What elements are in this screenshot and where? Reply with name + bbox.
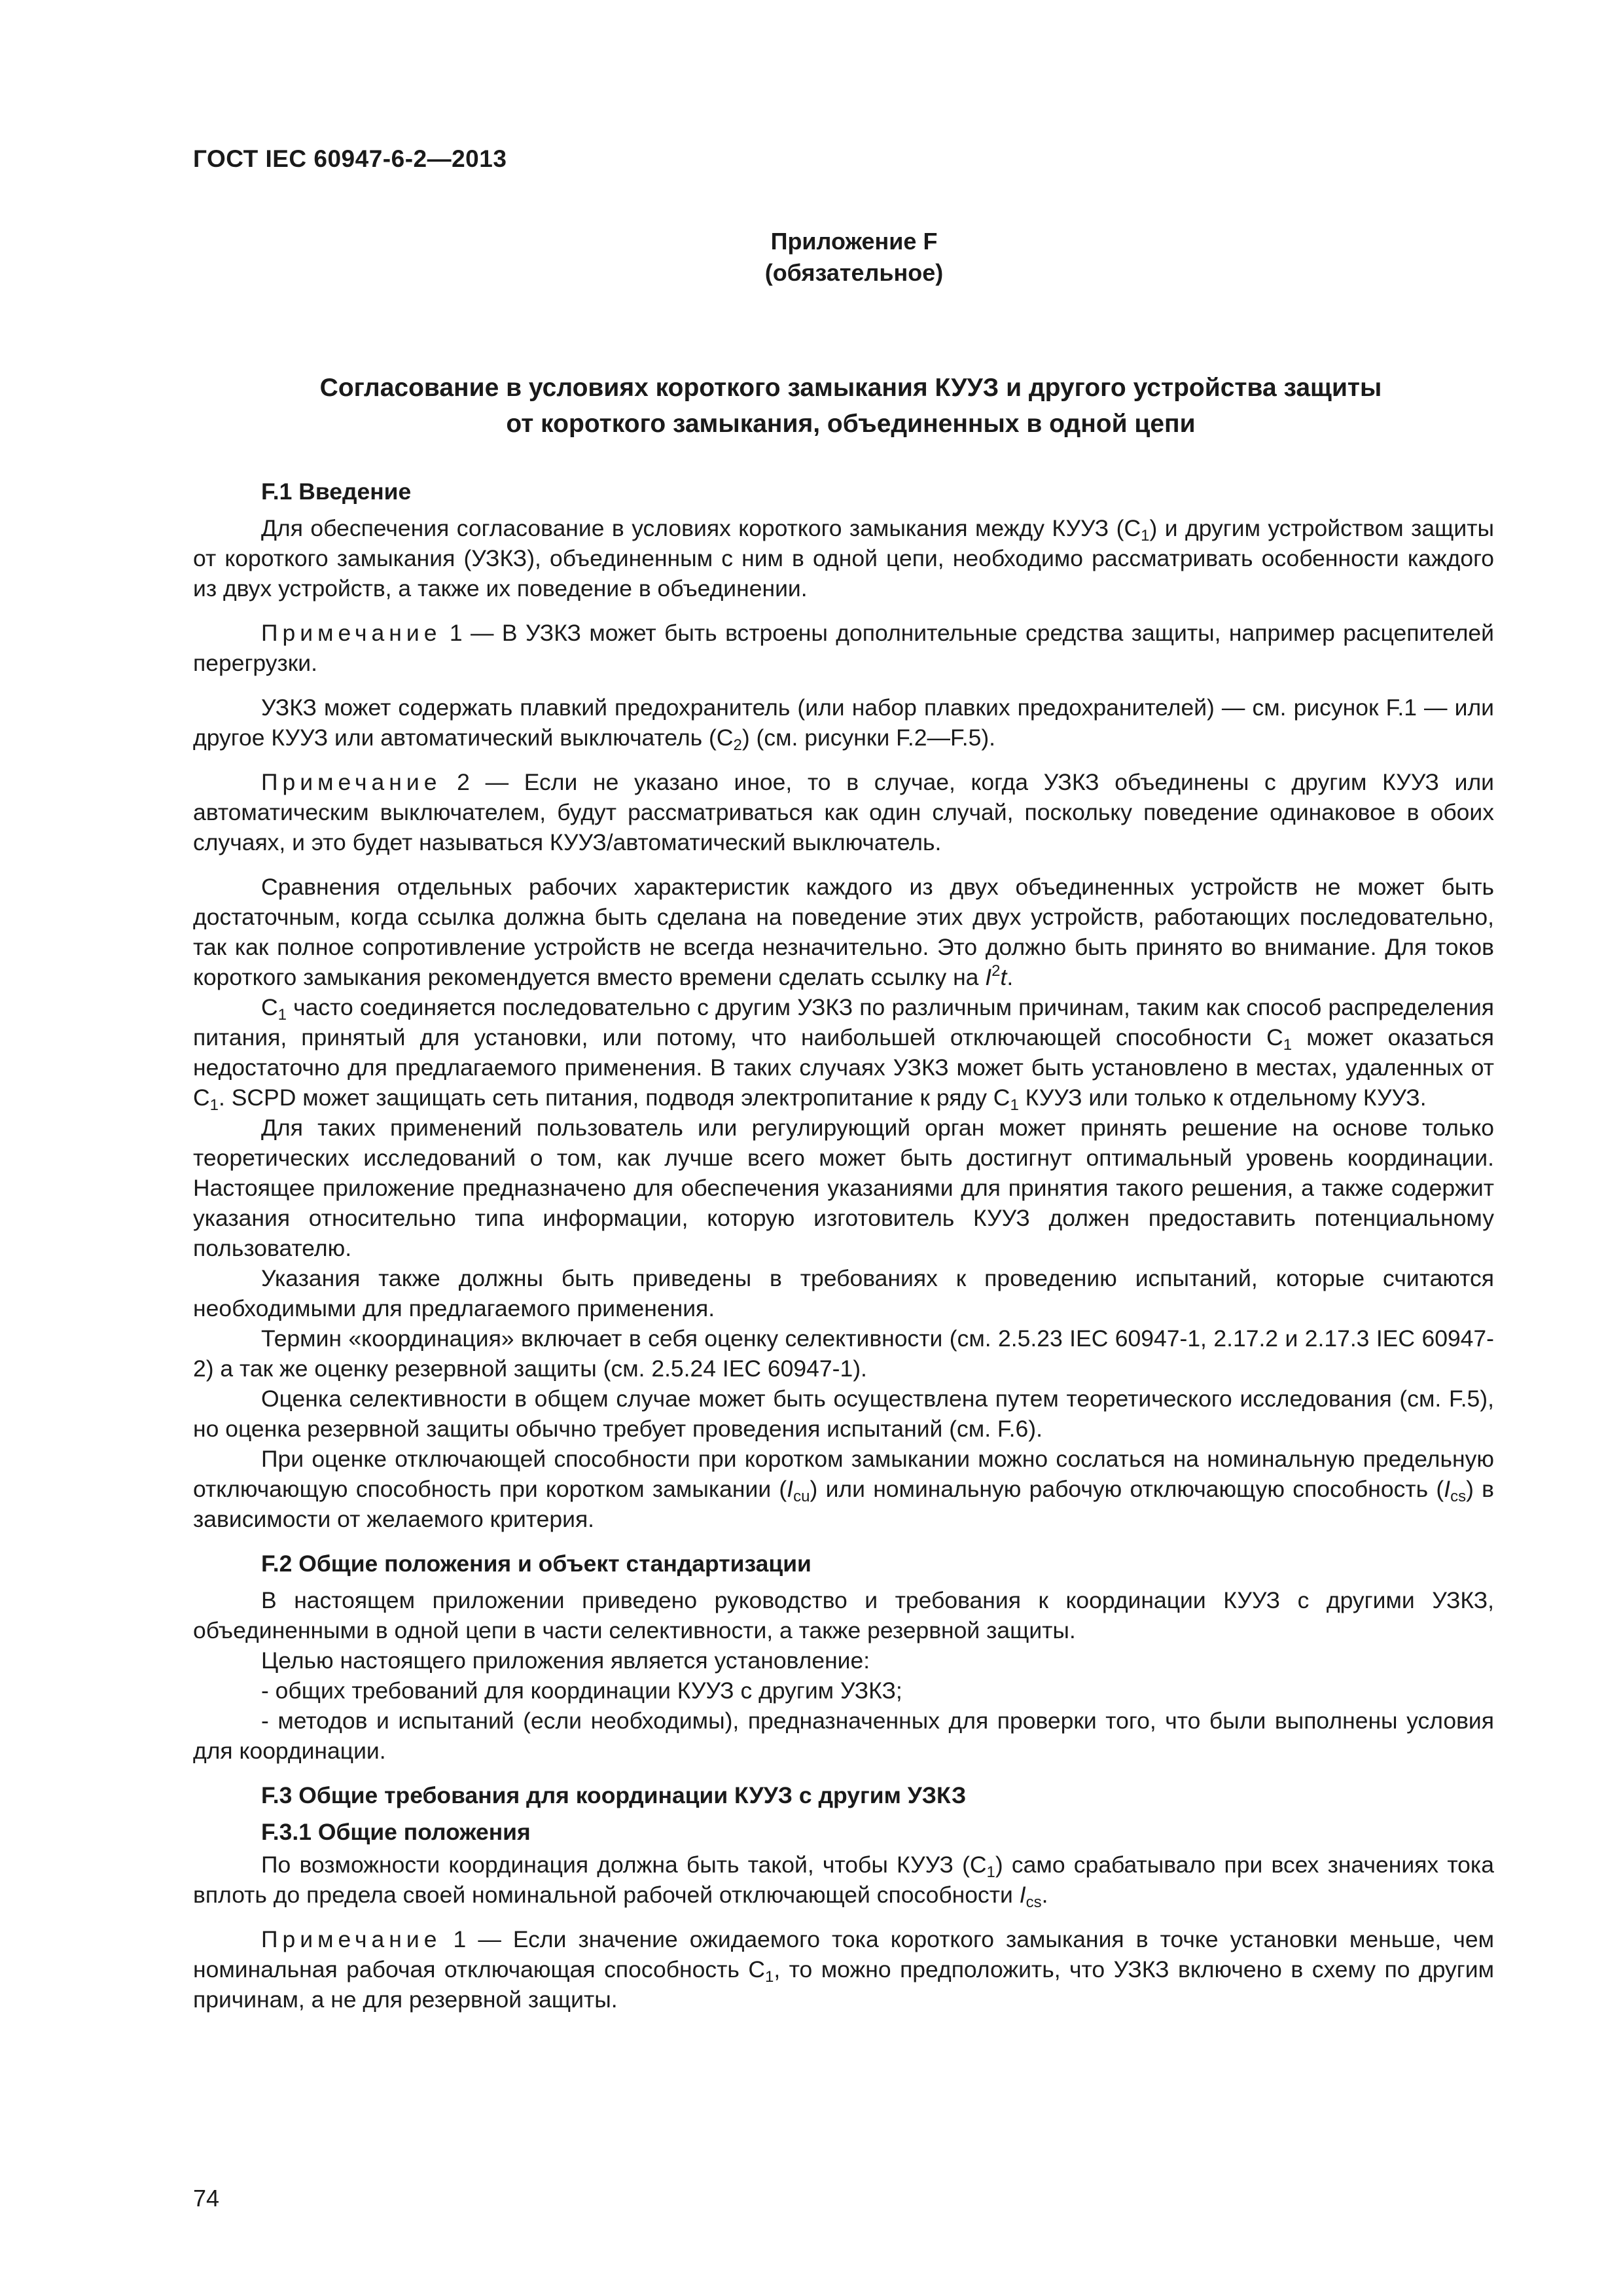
paragraph: По возможности координация должна быть такой, чтобы КУУЗ $(С_1)$ само срабатывало при всех значениях тока вплоть до предела своей номинальной рабочей отключающей способности $I_{cs}$. <box>193 1852 1494 1911</box>
title-line-1: Согласование в условиях короткого замыкания КУУЗ и другого устройства защиты <box>319 374 1382 402</box>
list-item: - методов и испытаний (если необходимы), предназначенных для проверки того, что были выполнены условия для координации. <box>193 1708 1494 1764</box>
section-f3-heading: F.3 Общие требования для координации КУУЗ с другим УЗКЗ <box>261 1782 967 1808</box>
paragraph: В настоящем приложении приведено руководство и требования к координации КУУЗ с другими УЗКЗ, объединенными в одной цепи в части селективности, а также резервной защиты. <box>193 1587 1494 1643</box>
paragraph: $С_1$ часто соединяется последовательно с другим УЗКЗ по различным причинам, таким как способ распределения питания, принятый для установки, или потому, что наибольшей отключающей способности $С_1$ может оказаться недостаточно для предлагаемого применения. В таких случаях УЗКЗ может быть установлено в местах, удаленных от $С_1$. SCPD может защищать сеть питания, подводя электропитание к ряду $С_1$ КУУЗ или только к отдельному КУУЗ. <box>193 994 1494 1114</box>
paragraph: Оценка селективности в общем случае может быть осуществлена путем теоретического исследования (см. F.5), но оценка резервной защиты обычно требует проведения испытаний (см. F.6). <box>193 1386 1494 1442</box>
annex-title: Приложение F <box>770 228 938 255</box>
paragraph: Сравнения отдельных рабочих характеристик каждого из двух объединенных устройств не может быть достаточным, когда ссылка должна быть сделана на поведение этих двух устройств, работающих последовательно, так как полное сопротивление устройств не всегда незначительно. Это должно быть принято во внимание. Для токов короткого замыкания рекомендуется вместо времени сделать ссылку на $I^2t$. <box>193 874 1494 990</box>
note-label: Примечание <box>261 769 442 795</box>
paragraph: Указания также должны быть приведены в требованиях к проведению испытаний, которые считаются необходимыми для предлагаемого применения. <box>193 1265 1494 1321</box>
subsection-f3-1-heading: F.3.1 Общие положения <box>261 1819 531 1845</box>
section-f2-heading: F.2 Общие положения и объект стандартизации <box>261 1551 812 1577</box>
note: Примечание 1 — В УЗКЗ может быть встроены дополнительные средства защиты, например расцепителей перегрузки. <box>193 620 1494 676</box>
paragraph: Термин «координация» включает в себя оценку селективности (см. 2.5.23 IEC 60947-1, 2.17.2 и 2.17.3 IEC 60947-2) а так же оценку резервной защиты (см. 2.5.24 IEC 60947-1). <box>193 1325 1494 1382</box>
note: Примечание 2 — Если не указано иное, то в случае, когда УЗКЗ объединены с другим КУУЗ или автоматическим выключателем, будут рассматриваться как один случай, поскольку поведение одинаковое в обоих случаях, и это будет называться КУУЗ/автоматический выключатель. <box>193 769 1494 855</box>
note-label: Примечание <box>261 1926 442 1952</box>
standard-designation: ГОСТ IEC 60947-6-2—2013 <box>193 145 507 172</box>
document-body <box>193 476 1494 2015</box>
annex-main-title <box>157 370 1544 442</box>
title-line-2: от короткого замыкания, объединенных в одной цепи <box>506 410 1196 438</box>
page-number: 74 <box>193 2185 220 2212</box>
annex-status: (обязательное) <box>764 259 944 286</box>
paragraph: Для обеспечения согласование в условиях короткого замыкания между КУУЗ $(С_1)$ и другим устройством защиты от короткого замыкания (УЗКЗ), объединенным с ним в одной цепи, необходимо рассматривать особенности каждого из двух устройств, а также их поведение в объединении. <box>193 515 1494 601</box>
section-f1-heading: F.1 Введение <box>261 478 412 505</box>
paragraph: Для таких применений пользователь или регулирующий орган может принять решение на основе только теоретических исследований о том, как лучше всего может быть достигнут оптимальный уровень координации. Настоящее приложение предназначено для обеспечения указаниями для принятия такого решения, а также содержит указания относительно типа информации, которую изготовитель КУУЗ должен предоставить потенциальному пользователю. <box>193 1115 1494 1261</box>
annex-heading <box>0 226 1623 289</box>
paragraph: При оценке отключающей способности при коротком замыкании можно сослаться на номинальную предельную отключающую способность при коротком замыкании $(I_{cu})$ или номинальную рабочую отключающую способность $(I_{cs})$ в зависимости от желаемого критерия. <box>193 1446 1495 1532</box>
note: Примечание 1 — Если значение ожидаемого тока короткого замыкания в точке установки меньше, чем номинальная рабочая отключающая способность $С_1$, то можно предположить, что УЗКЗ включено в схему по другим причинам, а не для резервной защиты. <box>193 1926 1494 2013</box>
note-label: Примечание <box>261 620 442 646</box>
paragraph: Целью настоящего приложения является установление: <box>261 1647 870 1674</box>
paragraph: УЗКЗ может содержать плавкий предохранитель (или набор плавких предохранителей) — см. рисунок F.1 — или другое КУУЗ или автоматический выключатель $(С_2)$ (см. рисунки F.2—F.5). <box>193 694 1494 754</box>
list-item: - общих требований для координации КУУЗ с другим УЗКЗ; <box>261 1677 902 1704</box>
